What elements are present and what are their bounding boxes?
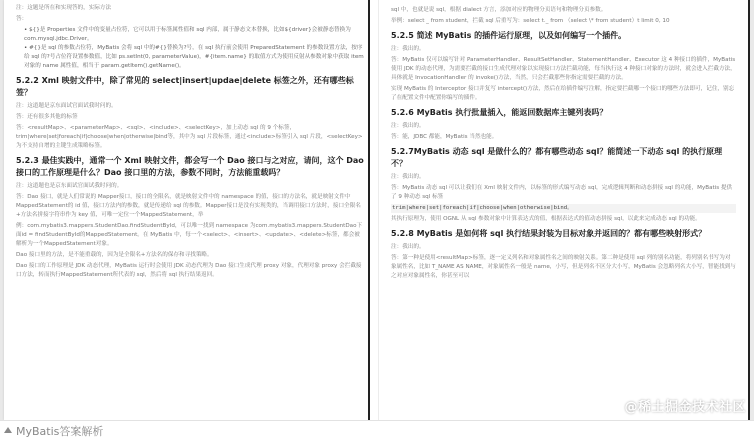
placeholder-bullet-list — [24, 26, 364, 71]
question-5-2-5-answer-paragraph-1: 答：MyBatis 仅可以编写针对 ParameterHandler、ResultSetHandler、StatementHandler、Executor 这 4 种接口的插件，MyBatis 使用 JDK 的动态代理，为需要拦截的接口生成代理对象以实现接口方法拦截功能，每当执行这 4 种接口对象的方法时，就会进入拦截方法，具体就是 InvocationHandler 的 invoke()方法，当然，只会拦截那些你指定需要拦截的方法。 — [391, 57, 736, 81]
right-document-page — [378, 0, 750, 420]
question-5-2-2-answer-label: 答：还有很多其他的标签 — [16, 114, 78, 120]
right-page-edge-divider — [748, 0, 750, 420]
question-5-2-5-heading: 5.2.5 简述 MyBatis 的插件运行原理，以及如何编写一个插件。 — [391, 31, 627, 40]
question-5-2-7-heading: 5.2.7MyBatis 动态 sql 是做什么的？都有哪些动态 sql？能简述一下动态 sql 的执行原理不？ — [391, 147, 723, 168]
juejin-watermark: @稀土掘金技术社区 — [624, 400, 746, 415]
question-5-2-2-answer: 答：<resultMap>、<parameterMap>、<sql>、<include>、<selectKey>，加上动态 sql 的 9 个标签，trim|where|set|foreach|if|choose|when|otherwise|bind等，其中为 sql 片段标签，通过<include>标签引入 sql 片段，<selectKey>为不支持自增的主键生成策略标签。 — [16, 125, 363, 149]
question-5-2-3-answer-paragraph-1: 答：Dao 接口，就是人们常说的 Mapper接口，接口的全限名，就是映射文件中的 namespace 的值，接口的方法名，就是映射文件中MappedStatement的 id 值，接口方法内的参数，就是传递给 sql 的参数。Mapper接口是没有实现类的，当调用接口方法时，接口全限名+方法名拼接字符串作为 key 值，可唯一定位一个MappedStatement，举 — [16, 194, 361, 218]
question-5-2-7-note: 注：我出的。 — [391, 174, 425, 180]
question-5-2-6-answer: 答：能，JDBC 都能，MyBatis 当然也能。 — [391, 134, 498, 140]
question-5-2-5-answer-paragraph-2: 实现 MyBatis 的 Interceptor 接口并复写 intercept()方法，然后在给插件编写注解，指定要拦截哪一个接口的哪些方法即可，记住，别忘了在配置文件中配置你编写的插件。 — [391, 86, 735, 101]
question-5-2-3-answer-paragraph-3: Dao 接口里的方法，是不能重载的，因为是全限名+方法名的保存和寻找策略。 — [16, 252, 213, 258]
question-5-2-5-note: 注：我出的。 — [391, 46, 425, 52]
question-5-2-6-heading: 5.2.6 MyBatis 执行批量插入，能返回数据库主键列表吗？ — [391, 108, 608, 117]
caption-bar — [0, 420, 754, 438]
question-5-2-3-note: 注：这道题也是京东面试官面试我时问的。 — [16, 183, 123, 189]
caption-triangle-icon — [4, 427, 12, 433]
bullet-dollar-placeholder: • ${}是 Properties 文件中的变量占位符，它可以用于标签属性值和 sql 内部，属于静态文本替换，比如${driver}会被静态替换为com.mysql.jdbc.Driver。 — [24, 26, 364, 44]
image-caption: MyBatis答案解析 — [16, 425, 104, 438]
question-5-2-7-answer-paragraph-1: 答：MyBatis 动态 sql 可以让我们在 Xml 映射文件内，以标签的形式编写动态 sql，完成逻辑判断和动态拼接 sql 的功能，MyBatis 提供了 9 种动态 sql 标签 — [391, 185, 733, 200]
pagination-example-sql: 举例：select _ from student，拦截 sql 后重写为：select t._ from （select \* from student）t limit 0, 10 — [391, 18, 670, 24]
question-5-2-8-heading: 5.2.8 MyBatis 是如何将 sql 执行结果封装为目标对象并返回的？都有哪些映射形式？ — [391, 229, 707, 238]
question-5-2-3-heading: 5.2.3 最佳实践中，通常一个 Xml 映射文件，都会写一个 Dao 接口与之对应，请问，这个 Dao 接口的工作原理是什么？Dao 接口里的方法，参数不同时，方法能重载吗？ — [16, 156, 364, 177]
left-page-edge-divider — [368, 0, 370, 420]
question-5-2-2-note: 注：这道题是京东面试官面试我时问的。 — [16, 103, 117, 109]
question-5-2-6-note: 注：我出的。 — [391, 123, 425, 129]
left-document-page — [4, 0, 378, 420]
bullet-hash-placeholder: • #{}是 sql 的参数占位符，MyBatis 会将 sql 中的#{}替换为?号，在 sql 执行前会使用 PreparedStatement 的参数设置方法，按序给 sql 的?号占位符设置参数值，比如 ps.setInt(0, parameterValue)，#{item.name} 的取值方式为使用反射从参数对象中获取 item 对象的 name 属性值，相当于 param.getItem().getName()。 — [24, 44, 364, 71]
question-5-2-7-answer-paragraph-3: 其执行原理为，使用 OGNL 从 sql 参数对象中计算表达式的值，根据表达式的值动态拼接 sql，以此来完成动态 sql 的功能。 — [391, 216, 701, 222]
top-note: 注：这题是所在和实现答的，实际方法 — [16, 5, 112, 11]
pagination-continuation-text: sql 中，也就是说 sql，根据 dialect 方言，添加对应的物理分页语句和物理分页参数。 — [391, 7, 607, 13]
question-5-2-7-dynamic-tags: trim|where|set|foreach|if|choose|when|otherwise|bind。 — [391, 204, 736, 213]
question-5-2-3-answer-paragraph-2: 例：com.mybatis3.mappers.StudentDao.findStudentById，可以唯一找到 namespace 为com.mybatis3.mappers.StudentDao下面id = findStudentById的MappedStatement。在 MyBatis 中，每一个<select>、<insert>、<update>、<delete>标签，都会被解析为一个MappedStatement对象。 — [16, 223, 363, 247]
answer-label: 答： — [16, 16, 28, 22]
question-5-2-8-answer: 答：第一种是使用<resultMap>标签，逐一定义列名和对象属性名之间的映射关系。第二种是使用 sql 列的别名功能，将列别名书写为对象属性名，比如 T_NAME AS NAME，对象属性名一般是 name，小写，但是列名不区分大小写，MyBatis 会忽略列名大小写，智能找到与之对应对象属性名，你甚至可以 — [391, 255, 736, 279]
question-5-2-8-note: 注：我出的。 — [391, 244, 425, 250]
question-5-2-2-heading: 5.2.2 Xml 映射文件中，除了常见的 select|insert|updae|delete 标签之外，还有哪些标签？ — [16, 76, 354, 97]
question-5-2-3-answer-paragraph-4: Dao 接口的工作原理是 JDK 动态代理，MyBatis 运行时会使用 JDK 动态代理为 Dao 接口生成代理 proxy 对象，代理对象 proxy 会拦截接口方法，转而执行MappedStatement所代表的 sql，然后将 sql 执行结果返回。 — [16, 263, 362, 278]
